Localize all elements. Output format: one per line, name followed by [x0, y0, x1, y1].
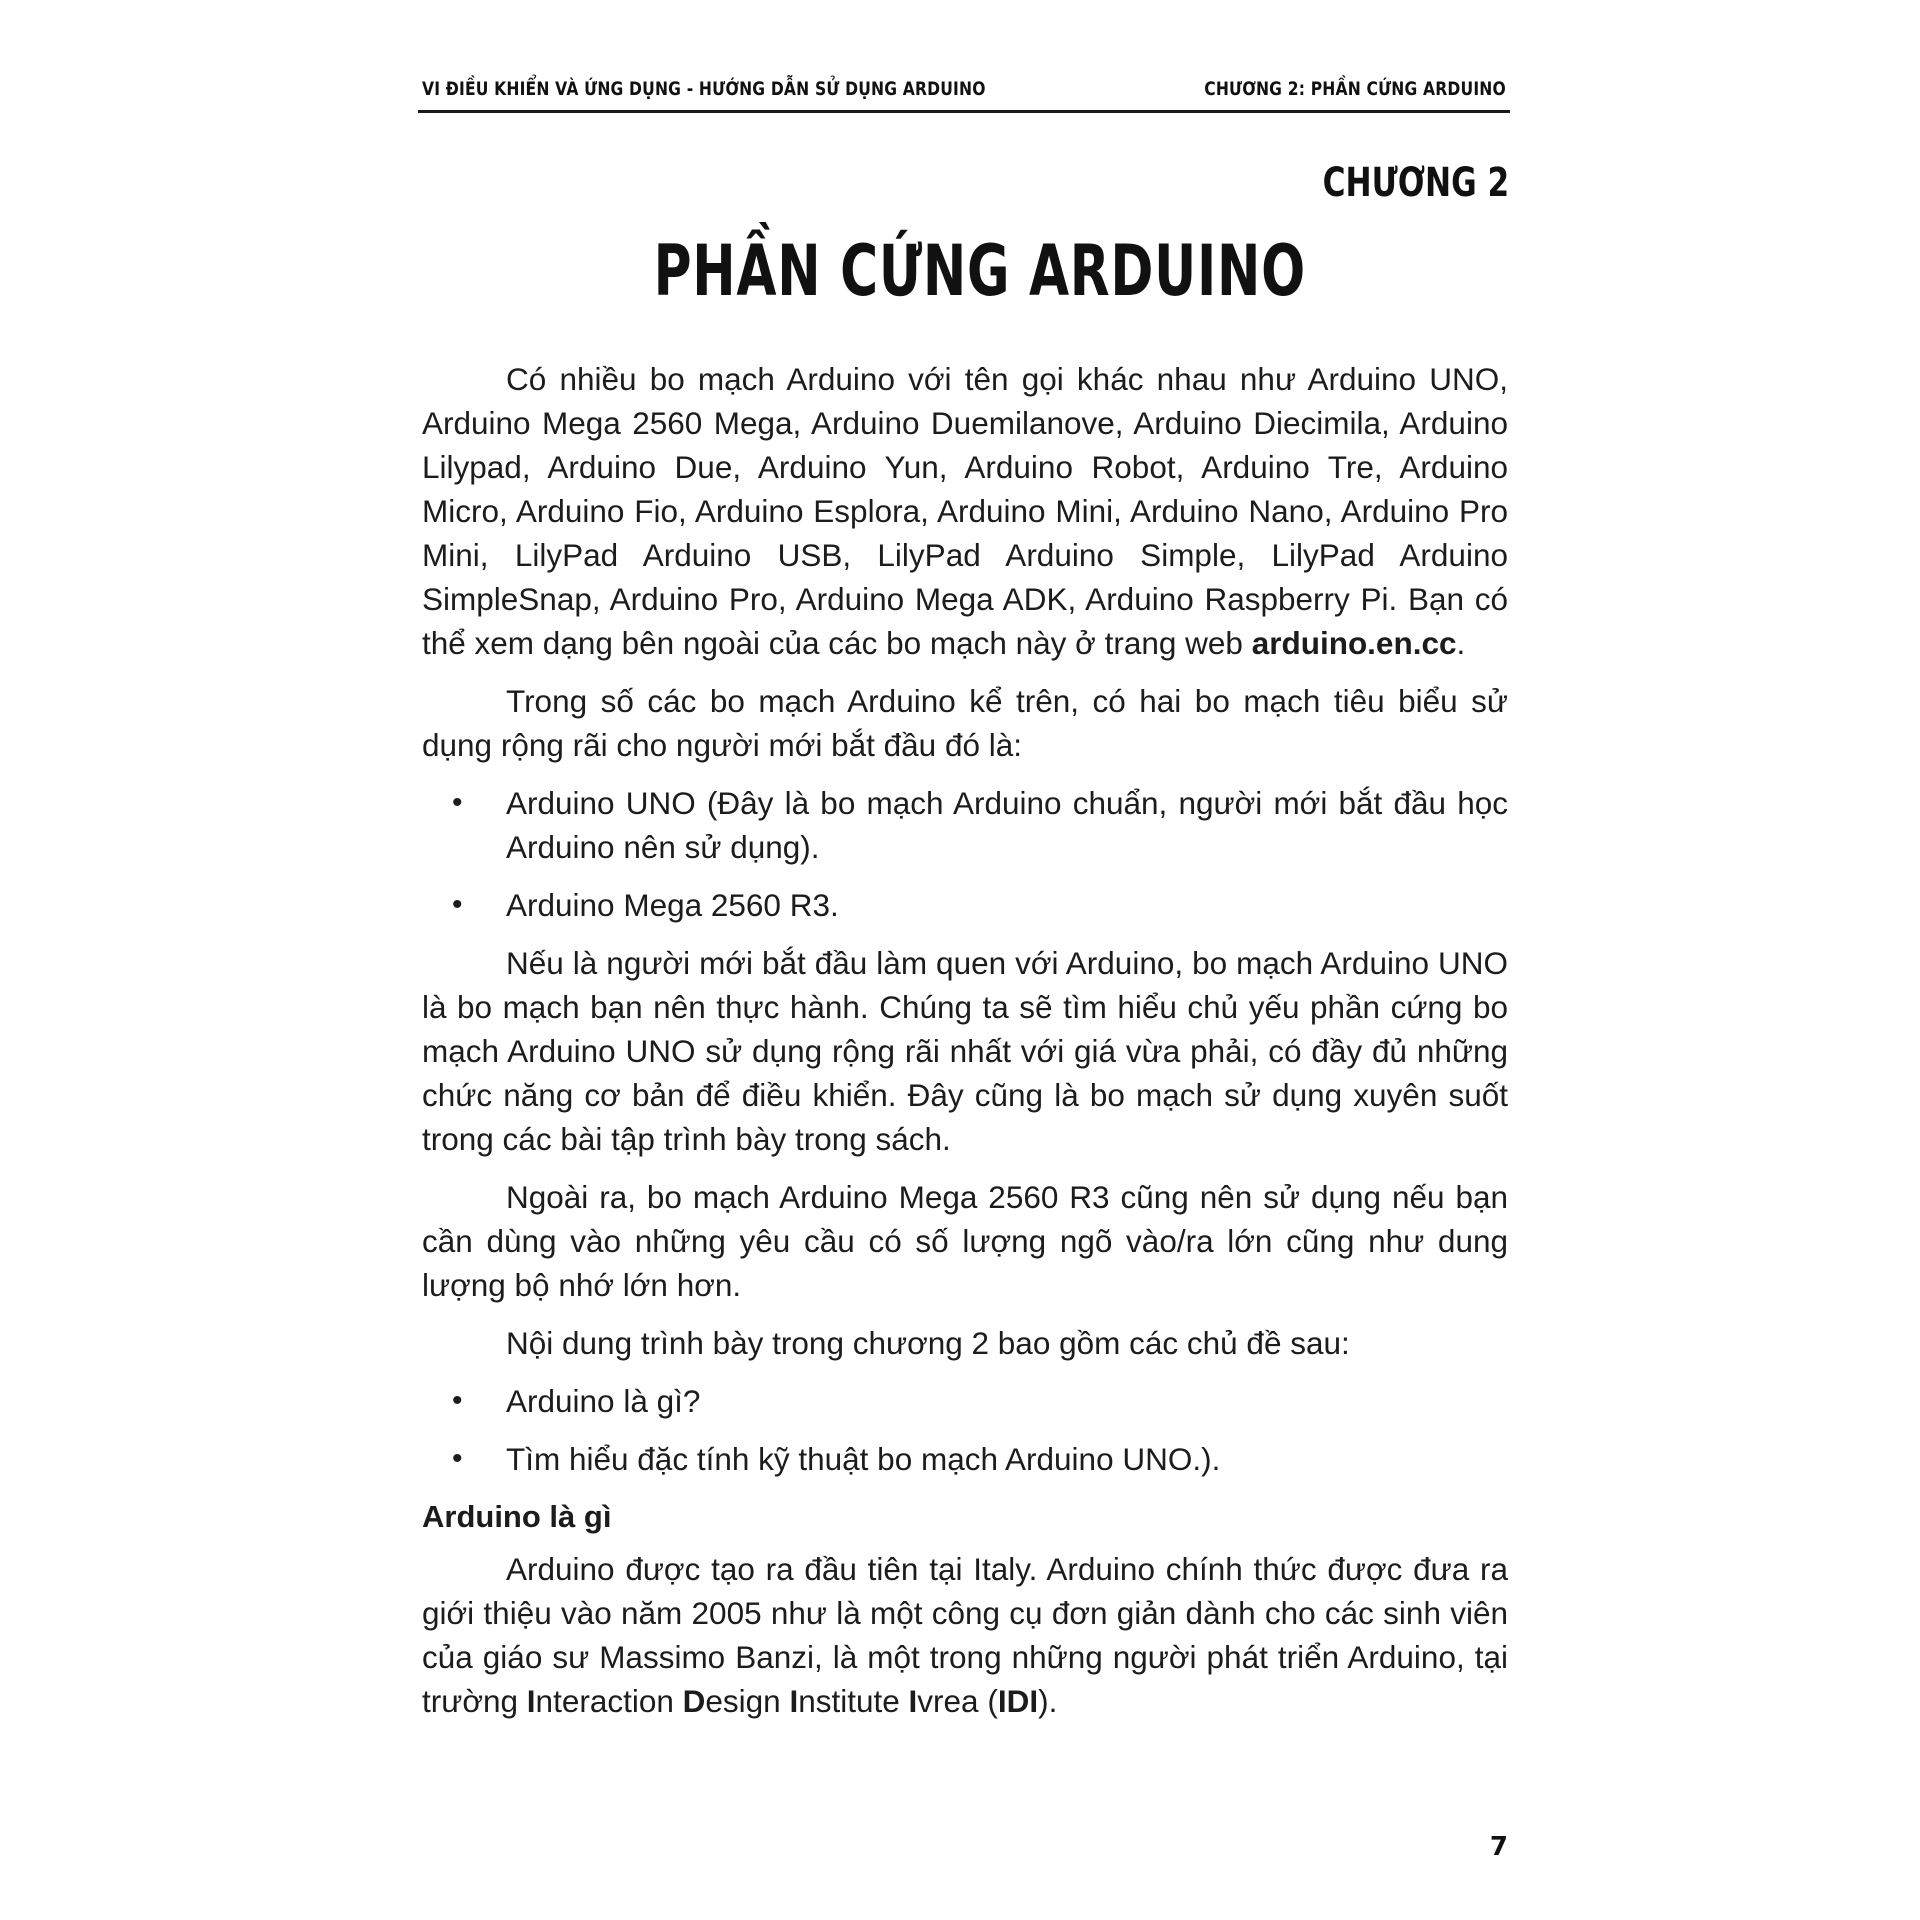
bullet-icon: •: [452, 888, 463, 921]
bullet-icon: •: [452, 786, 463, 819]
list-item-text: Arduino là gì?: [506, 1383, 701, 1419]
running-header: [418, 76, 1510, 113]
header-book-title: VI ĐIỀU KHIỂN VÀ ỨNG DỤNG - HƯỚNG DẪN SỬ DỤNG ARDUINO: [422, 78, 986, 100]
history-word: nstitute: [798, 1683, 909, 1719]
chapter-title: [0, 230, 1920, 312]
bullet-icon: •: [452, 1442, 463, 1475]
history-word: vrea (: [917, 1683, 998, 1719]
list-item-text: Tìm hiểu đặc tính kỹ thuật bo mạch Arduino UNO.).: [506, 1441, 1221, 1477]
paragraph-history: [422, 1547, 1508, 1723]
page-number: 7: [1489, 1832, 1508, 1862]
body-text: [422, 357, 1508, 1737]
chapter-title-text: PHẦN CỨNG ARDUINO: [653, 230, 1307, 312]
initial-letter: D: [682, 1683, 706, 1719]
paragraph-uno: Nếu là người mới bắt đầu làm quen với Arduino, bo mạch Arduino UNO là bo mạch bạn nên thực hành. Chúng ta sẽ tìm hiểu chủ yếu phần cứng bo mạch Arduino UNO sử dụng rộng rãi nhất với giá vừa phải, có đầy đủ những chức năng cơ bản để điều khiển. Đây cũng là bo mạch sử dụng xuyên suốt trong các bài tập trình bày trong sách.: [422, 945, 1508, 1157]
history-text: Arduino được tạo ra đầu tiên tại Italy. Arduino chính thức được đưa ra giới thiệu vào năm 2005 như là một công cụ đơn giản dành cho các sinh viên của giáo sư Massimo Banzi, là một trong những người phát triển Arduino, tại trường: [422, 1551, 1508, 1719]
paragraph-boards: Trong số các bo mạch Arduino kể trên, có hai bo mạch tiêu biểu sử dụng rộng rãi cho người mới bắt đầu đó là:: [422, 683, 1508, 763]
initial-letter: I: [789, 1683, 799, 1719]
chapter-label: CHƯƠNG 2: [1322, 160, 1509, 206]
history-end: ).: [1038, 1683, 1058, 1719]
list-item: [422, 781, 1508, 869]
paragraph-contents: Nội dung trình bày trong chương 2 bao gồm các chủ đề sau:: [506, 1325, 1350, 1361]
list-item: [422, 1437, 1508, 1481]
bullet-list-boards: [422, 781, 1508, 927]
paragraph-intro-text: Có nhiều bo mạch Arduino với tên gọi khác nhau như Arduino UNO, Arduino Mega 2560 Mega, Arduino Duemilanove, Arduino Diecimila, Arduino Lilypad, Arduino Due, Arduino Yun, Arduino Robot, Arduino Tre, Arduino Micro, Arduino Fio, Arduino Esplora, Arduino Mini, Arduino Nano, Arduino Pro Mini, LilyPad Arduino USB, LilyPad Arduino Simple, LilyPad Arduino SimpleSnap, Arduino Pro, Arduino Mega ADK, Arduino Raspberry Pi. Bạn có thể xem dạng bên ngoài của các bo mạch này ở trang web: [422, 361, 1508, 661]
paragraph-intro-end: .: [1456, 625, 1466, 661]
bullet-icon: •: [452, 1384, 463, 1417]
history-word: nteraction: [535, 1683, 683, 1719]
acronym: IDI: [997, 1683, 1039, 1719]
website-reference: arduino.en.cc: [1251, 625, 1457, 661]
paragraph-intro: [422, 357, 1508, 665]
header-chapter-title: CHƯƠNG 2: PHẦN CỨNG ARDUINO: [1204, 78, 1506, 100]
initial-letter: I: [908, 1683, 918, 1719]
section-heading: Arduino là gì: [422, 1499, 612, 1534]
list-item-text: Arduino Mega 2560 R3.: [506, 887, 839, 923]
bullet-list-topics: [422, 1379, 1508, 1481]
initial-letter: I: [526, 1683, 536, 1719]
history-word: esign: [705, 1683, 790, 1719]
list-item: [422, 1379, 1508, 1423]
paragraph-mega: Ngoài ra, bo mạch Arduino Mega 2560 R3 cũng nên sử dụng nếu bạn cần dùng vào những yêu cầu có số lượng ngõ vào/ra lớn cũng như dung lượng bộ nhớ lớn hơn.: [422, 1179, 1508, 1303]
list-item-text: Arduino UNO (Đây là bo mạch Arduino chuẩn, người mới bắt đầu học Arduino nên sử dụng).: [506, 785, 1508, 865]
list-item: [422, 883, 1508, 927]
